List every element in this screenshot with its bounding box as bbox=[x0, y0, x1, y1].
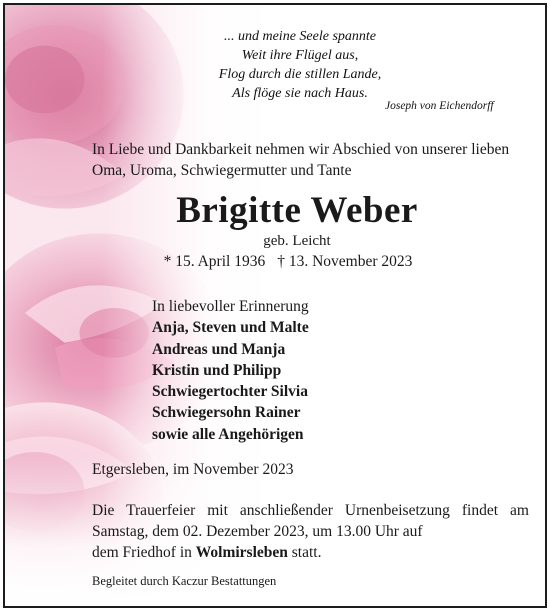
life-dates bbox=[5, 253, 545, 271]
funeral-notice bbox=[92, 500, 529, 563]
poem bbox=[195, 27, 405, 103]
obituary-content bbox=[5, 5, 545, 606]
poem-author: Joseph von Eichendorff bbox=[385, 100, 494, 112]
death-date: † 13. November 2023 bbox=[277, 253, 413, 270]
poem-line: Weit ihre Flügel aus, bbox=[241, 48, 359, 63]
funeral-home: Begleitet durch Kaczur Bestattungen bbox=[92, 574, 277, 588]
mourners-list bbox=[152, 296, 309, 445]
mourner: Schwiegertochter Silvia bbox=[152, 383, 308, 401]
place-and-date: Etgersleben, im November 2023 bbox=[92, 461, 294, 478]
intro-text: In Liebe und Dankbarkeit nehmen wir Abschied von unserer lieben Oma, Uroma, Schwiegermutter und Tante bbox=[92, 141, 510, 179]
poem-line: ... und meine Seele spannte bbox=[223, 29, 376, 44]
mourner: Kristin und Philipp bbox=[152, 361, 282, 379]
mourner: Schwiegersohn Rainer bbox=[152, 404, 301, 422]
obituary-card bbox=[3, 3, 547, 608]
cemetery-location: Wolmirsleben bbox=[195, 544, 288, 561]
poem-line: Als flöge sie nach Haus. bbox=[232, 86, 368, 101]
deceased-name: Brigitte Weber bbox=[176, 190, 418, 231]
birth-date: * 15. April 1936 bbox=[163, 253, 266, 270]
maiden-name: geb. Leicht bbox=[263, 233, 331, 249]
notice-text: statt. bbox=[287, 544, 322, 561]
mourner: Anja, Steven und Malte bbox=[152, 319, 309, 337]
notice-text: dem Friedhof in bbox=[92, 544, 196, 561]
notice-line: Die Trauerfeier mit anschließender Urnenbeisetzung findet am Samstag, dem 02. Dezember 2023, um 13.00 Uhr auf bbox=[92, 502, 529, 540]
notice-line-2 bbox=[92, 542, 529, 563]
mourner: Andreas und Manja bbox=[152, 340, 286, 358]
poem-line: Flog durch die stillen Lande, bbox=[218, 67, 382, 82]
mourners-lead: In liebevoller Erinnerung bbox=[152, 298, 309, 315]
mourner: sowie alle Angehörigen bbox=[152, 425, 304, 443]
